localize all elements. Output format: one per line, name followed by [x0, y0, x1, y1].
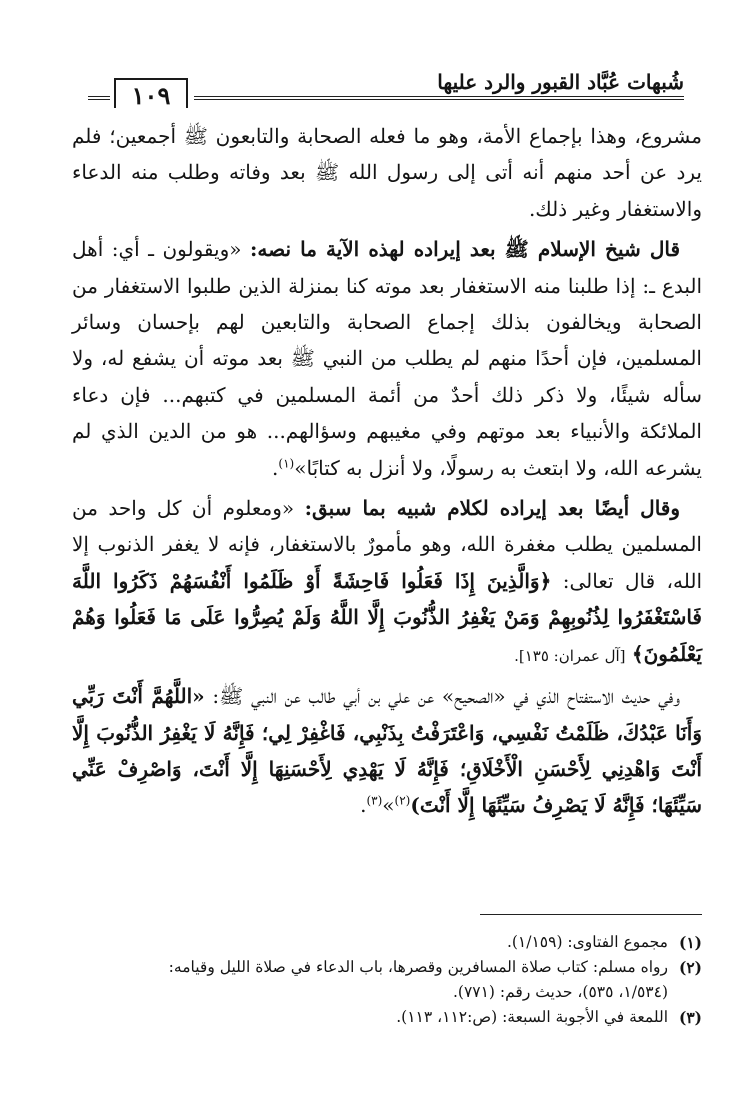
- paragraph-2-lead: قال شيخ الإسلام ﷺ بعد إيراده لهذه الآية ما نصه:: [250, 237, 680, 262]
- running-header: [88, 62, 684, 110]
- footnote-1: [60, 930, 702, 955]
- footnote-number: (١): [678, 933, 702, 952]
- paragraph-4-intro: وفي حديث الاستفتاح الذي في «الصحيح» عن علي بن أبي طالب عن النبي ﷺ:: [212, 684, 681, 709]
- quote-close: »: [382, 793, 395, 818]
- footnote-text: مجموع الفتاوى: (١/١٥٩).: [506, 933, 668, 951]
- paragraph-1: [72, 118, 702, 227]
- footnote-ref-1[interactable]: (١): [278, 456, 295, 470]
- footnote-text: رواه مسلم: كتاب صلاة المسافرين وقصرها، باب الدعاء في صلاة الليل وقيامه:: [168, 958, 668, 976]
- footnote-2: [60, 955, 702, 1005]
- paragraph-3: [72, 490, 702, 674]
- footnote-number: (٣): [678, 1008, 702, 1027]
- paragraph-4: [72, 678, 702, 824]
- footnote-text: اللمعة في الأجوبة السبعة: (ص:١١٢، ١١٣).: [396, 1008, 668, 1026]
- page-number-frame: [114, 78, 188, 108]
- paragraph-3-lead: وقال أيضًا بعد إيراده لكلام شبيه بما سبق:: [304, 496, 681, 521]
- hadith-text: «اللَّهُمَّ أَنْتَ رَبِّي وَأَنَا عَبْدُكَ، ظَلَمْتُ نَفْسِي، وَاعْتَرَفْتُ بِذَنْبِي، فَاغْفِرْ لِي؛ فَإِنَّهُ لَا يَغْفِرُ الذُّنُوبَ إِلَّا أَنْتَ وَاهْدِنِي لِأَحْسَنِ الْأَخْلَاقِ؛ فَإِنَّهُ لَا يَهْدِي لِأَحْسَنِهَا إِلَّا أَنْتَ، وَاصْرِفْ عَنِّي سَيِّئَهَا؛ فَإِنَّهُ لَا يَصْرِفُ سَيِّئَهَا إِلَّا أَنْتَ): [72, 684, 702, 818]
- header-rule-short: [88, 96, 110, 100]
- header-title: شُبهات عُبَّاد القبور والرد عليها: [437, 70, 684, 94]
- footnote-number: (٢): [678, 958, 702, 977]
- footnote-ref-2[interactable]: (٢): [394, 793, 411, 808]
- footnote-3: [60, 1005, 702, 1030]
- paragraph-4-end: .: [360, 793, 367, 818]
- footnotes: [60, 930, 702, 1030]
- footnote-text-continued: (١/٥٣٤، ٥٣٥)، حديث رقم: (٧٧١).: [452, 983, 668, 1001]
- paragraph-2: قال شيخ الإسلام ﷺ بعد إيراده لهذه الآية ما نصه: «ويقولون ـ أي: أهل البدع ـ: إذا طلبنا منه الاستغفار بعد موته كنا بمنزلة الذين طلبوا الاستغفار من الصحابة ويخالفون بذلك إجماع الصحابة والتابعين لهم بإحسان وسائر المسلمين، فإن أحدًا منهم لم يطلب من النبي ﷺ بعد موته أن يشفع له، ولا سأله شيئًا، ولا ذكر ذلك أحدٌ من أئمة المسلمين في كتبهم... فإن دعاء الملائكة والأنبياء بعد موتهم وفي مغيبهم وسؤالهم... هو من الدين الذي لم يشرعه الله، ولا ابتعث به رسولًا، ولا أنزل به كتابًا»$^{(١)}$.: [72, 237, 702, 480]
- paragraph-1-text: مشروع، وهذا بإجماع الأمة، وهو ما فعله الصحابة والتابعون ﷺ أجمعين؛ فلم يرد عن أحد منهم أنه أتى إلى رسول الله ﷺ بعد وفاته وطلب منه الدعاء والاستغفار وغير ذلك.: [72, 124, 702, 221]
- header-rule: [194, 96, 684, 100]
- page-number: ١٠٩: [131, 81, 171, 110]
- footnote-ref-3[interactable]: (٣): [366, 793, 383, 808]
- quran-verse: ﴿وَالَّذِينَ إِذَا فَعَلُوا فَاحِشَةً أَوْ ظَلَمُوا أَنْفُسَهُمْ ذَكَرُوا اللَّهَ فَاسْتَغْفَرُوا لِذُنُوبِهِمْ وَمَنْ يَغْفِرُ الذُّنُوبَ إِلَّا اللَّهُ وَلَمْ يُصِرُّوا عَلَى مَا فَعَلُوا وَهُمْ يَعْلَمُونَ﴾: [72, 568, 702, 666]
- paragraph-2-quote: «ويقولون ـ أي: أهل البدع ـ: إذا طلبنا منه الاستغفار بعد موته كنا بمنزلة الذين طلبوا الاستغفار من الصحابة ويخالفون بذلك إجماع الصحابة والتابعين لهم بإحسان وسائر المسلمين، فإن أحدًا منهم لم يطلب من النبي ﷺ بعد موته أن يشفع له، ولا سأله شيئًا، ولا ذكر ذلك أحدٌ من أئمة المسلمين في كتبهم... فإن دعاء الملائكة والأنبياء بعد موتهم وفي مغيبهم وسؤالهم... هو من الدين الذي لم يشرعه الله، ولا ابتعث به رسولًا، ولا أنزل به كتابًا»: [72, 237, 702, 480]
- page-body: [72, 118, 702, 824]
- footnote-separator: [480, 914, 702, 915]
- paragraph-3-quote: «ومعلوم أن كل واحد من المسلمين يطلب مغفرة الله، وهو مأمورٌ بالاستغفار، فإنه لا يغفر الذنوب إلا الله، قال تعالى:: [72, 496, 702, 593]
- verse-reference: [آل عمران: ١٣٥].: [514, 646, 626, 665]
